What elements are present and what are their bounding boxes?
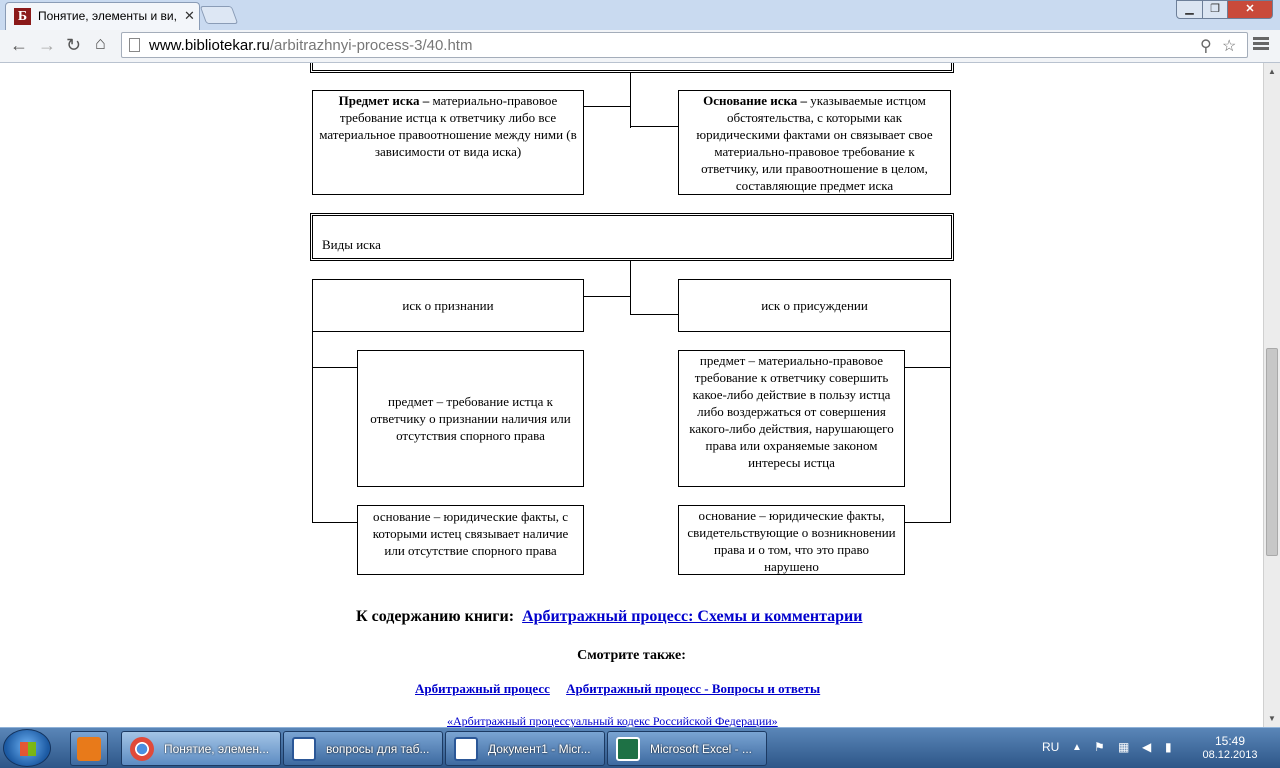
minimize-button[interactable]: ▁ [1176,0,1203,19]
connector [312,367,358,368]
taskbar-item-word-2[interactable] [445,731,605,766]
toc-label: К содержанию книги: [356,608,515,625]
power-icon[interactable]: ▮ [1165,740,1172,754]
clock-time: 15:49 [1214,734,1246,748]
search-icon[interactable]: ⚲ [1200,38,1212,55]
award-label: иск о присуждении [761,298,868,313]
taskbar-item-word-1[interactable] [283,731,443,766]
connector [630,126,679,127]
recognition-basis-box [357,505,584,575]
media-player-button[interactable] [70,731,108,766]
vertical-scrollbar[interactable] [1263,63,1280,727]
tab-close-icon[interactable]: ✕ [184,8,195,23]
award-basis-box [678,505,905,575]
basis-of-claim-box [678,90,951,195]
taskbar-item-label: Понятие, элемен... [164,742,270,756]
forward-arrow-icon[interactable]: → [38,35,56,55]
browser-titlebar [0,0,1280,30]
taskbar-item-label: Microsoft Excel - ... [650,742,753,756]
award-subject-box [678,350,905,487]
maximize-button[interactable]: ❐ [1202,0,1228,19]
award-subject-text: предмет – материально-правовое требование к ответчику совершить какое-либо действие в пользу истца либо воздержаться от совершения какого-либо действия, нарушающего права или охраняемые законом интересы истца [689,353,894,470]
url-text[interactable] [149,37,472,54]
page-content [0,63,1263,727]
recognition-claim-box [312,279,584,332]
related-link-code[interactable]: «Арбитражный процессуальный кодекс Российской Федерации» [447,714,778,727]
connector [904,522,951,523]
taskbar-item-chrome[interactable] [121,731,281,766]
network-icon[interactable]: ▦ [1118,740,1130,754]
related-link-arbitration-process[interactable]: Арбитражный процесс [415,681,550,696]
tab-title: Понятие, элементы и ви, [38,9,177,23]
recognition-basis-text: основание – юридические факты, с которыми истец связывает наличие или отсутствие спорного права [372,509,569,558]
scroll-thumb[interactable] [1266,348,1278,556]
browser-toolbar [0,30,1280,63]
site-favicon-icon: Б [14,8,31,25]
subject-title: Предмет иска – [338,93,430,108]
system-clock[interactable] [1190,734,1270,762]
connector [904,367,951,368]
types-label: Виды иска [322,237,381,252]
url-path: /arbitrazhnyi-process-3/40.htm [269,37,473,54]
close-window-button[interactable]: ✕ [1227,0,1273,19]
taskbar-item-excel[interactable] [607,731,767,766]
bookmark-star-icon[interactable]: ☆ [1222,38,1237,55]
connector [950,332,951,523]
address-bar[interactable] [121,32,1248,58]
word-icon [454,737,478,761]
connector [584,106,631,107]
connector [584,296,631,297]
language-indicator[interactable]: RU [1042,740,1060,754]
see-also-heading: Смотрите также: [577,648,686,663]
volume-icon[interactable]: ◀ [1142,740,1152,754]
connector [312,332,313,522]
show-hidden-icons-arrow-icon[interactable]: ▲ [1072,742,1082,753]
browser-tab[interactable] [5,2,200,30]
recognition-label: иск о признании [402,298,494,313]
connector [630,73,631,128]
reload-icon[interactable]: ↻ [66,35,82,55]
url-host: www.bibliotekar.ru [149,37,270,54]
book-contents-row [356,608,862,626]
award-claim-box [678,279,951,332]
back-arrow-icon[interactable]: ← [10,35,28,55]
start-button[interactable] [3,729,51,767]
page-icon [129,38,140,52]
subject-of-claim-box [312,90,584,195]
windows-taskbar [0,727,1280,768]
new-tab-button[interactable] [200,6,239,24]
taskbar-item-label: вопросы для таб... [326,742,430,756]
basis-text: указываемые истцом обстоятельства, с которыми как юридическими фактами он связывает свое материально-правовое требование к ответчику, или правоотношение в целом, составляющие предмет иска [696,93,933,193]
basis-title: Основание иска – [703,93,808,108]
connector [630,261,631,314]
award-basis-text: основание – юридические факты, свидетельствующие о возникновении права и о том, что это право нарушено [687,508,896,574]
recognition-subject-text: предмет – требование истца к ответчику о признании наличия или отсутствия спорного права [370,394,571,443]
excel-icon [616,737,640,761]
connector [630,314,679,315]
subject-text: материально-правовое требование истца к ответчику либо все материальное правоотношение между ними (в зависимости от вида иска) [319,93,577,159]
windows-logo-icon [20,742,36,756]
related-links-row [415,681,820,697]
related-link-questions-answers[interactable]: Арбитражный процесс - Вопросы и ответы [566,681,821,696]
taskbar-item-label: Документ1 - Micr... [488,742,591,756]
chrome-icon [130,737,154,761]
scroll-down-arrow-icon[interactable]: ▼ [1268,714,1276,723]
diagram-header-box [310,63,954,73]
types-of-claim-box [310,213,954,261]
scroll-up-arrow-icon[interactable]: ▲ [1268,67,1276,76]
action-center-flag-icon[interactable]: ⚑ [1094,740,1105,754]
toc-link[interactable]: Арбитражный процесс: Схемы и комментарии [522,608,863,625]
connector [312,522,358,523]
menu-icon[interactable] [1253,37,1269,52]
home-icon[interactable]: ⌂ [95,33,106,53]
clock-date: 08.12.2013 [1202,749,1258,761]
word-icon [292,737,316,761]
recognition-subject-box [357,350,584,487]
media-player-icon [77,737,101,761]
